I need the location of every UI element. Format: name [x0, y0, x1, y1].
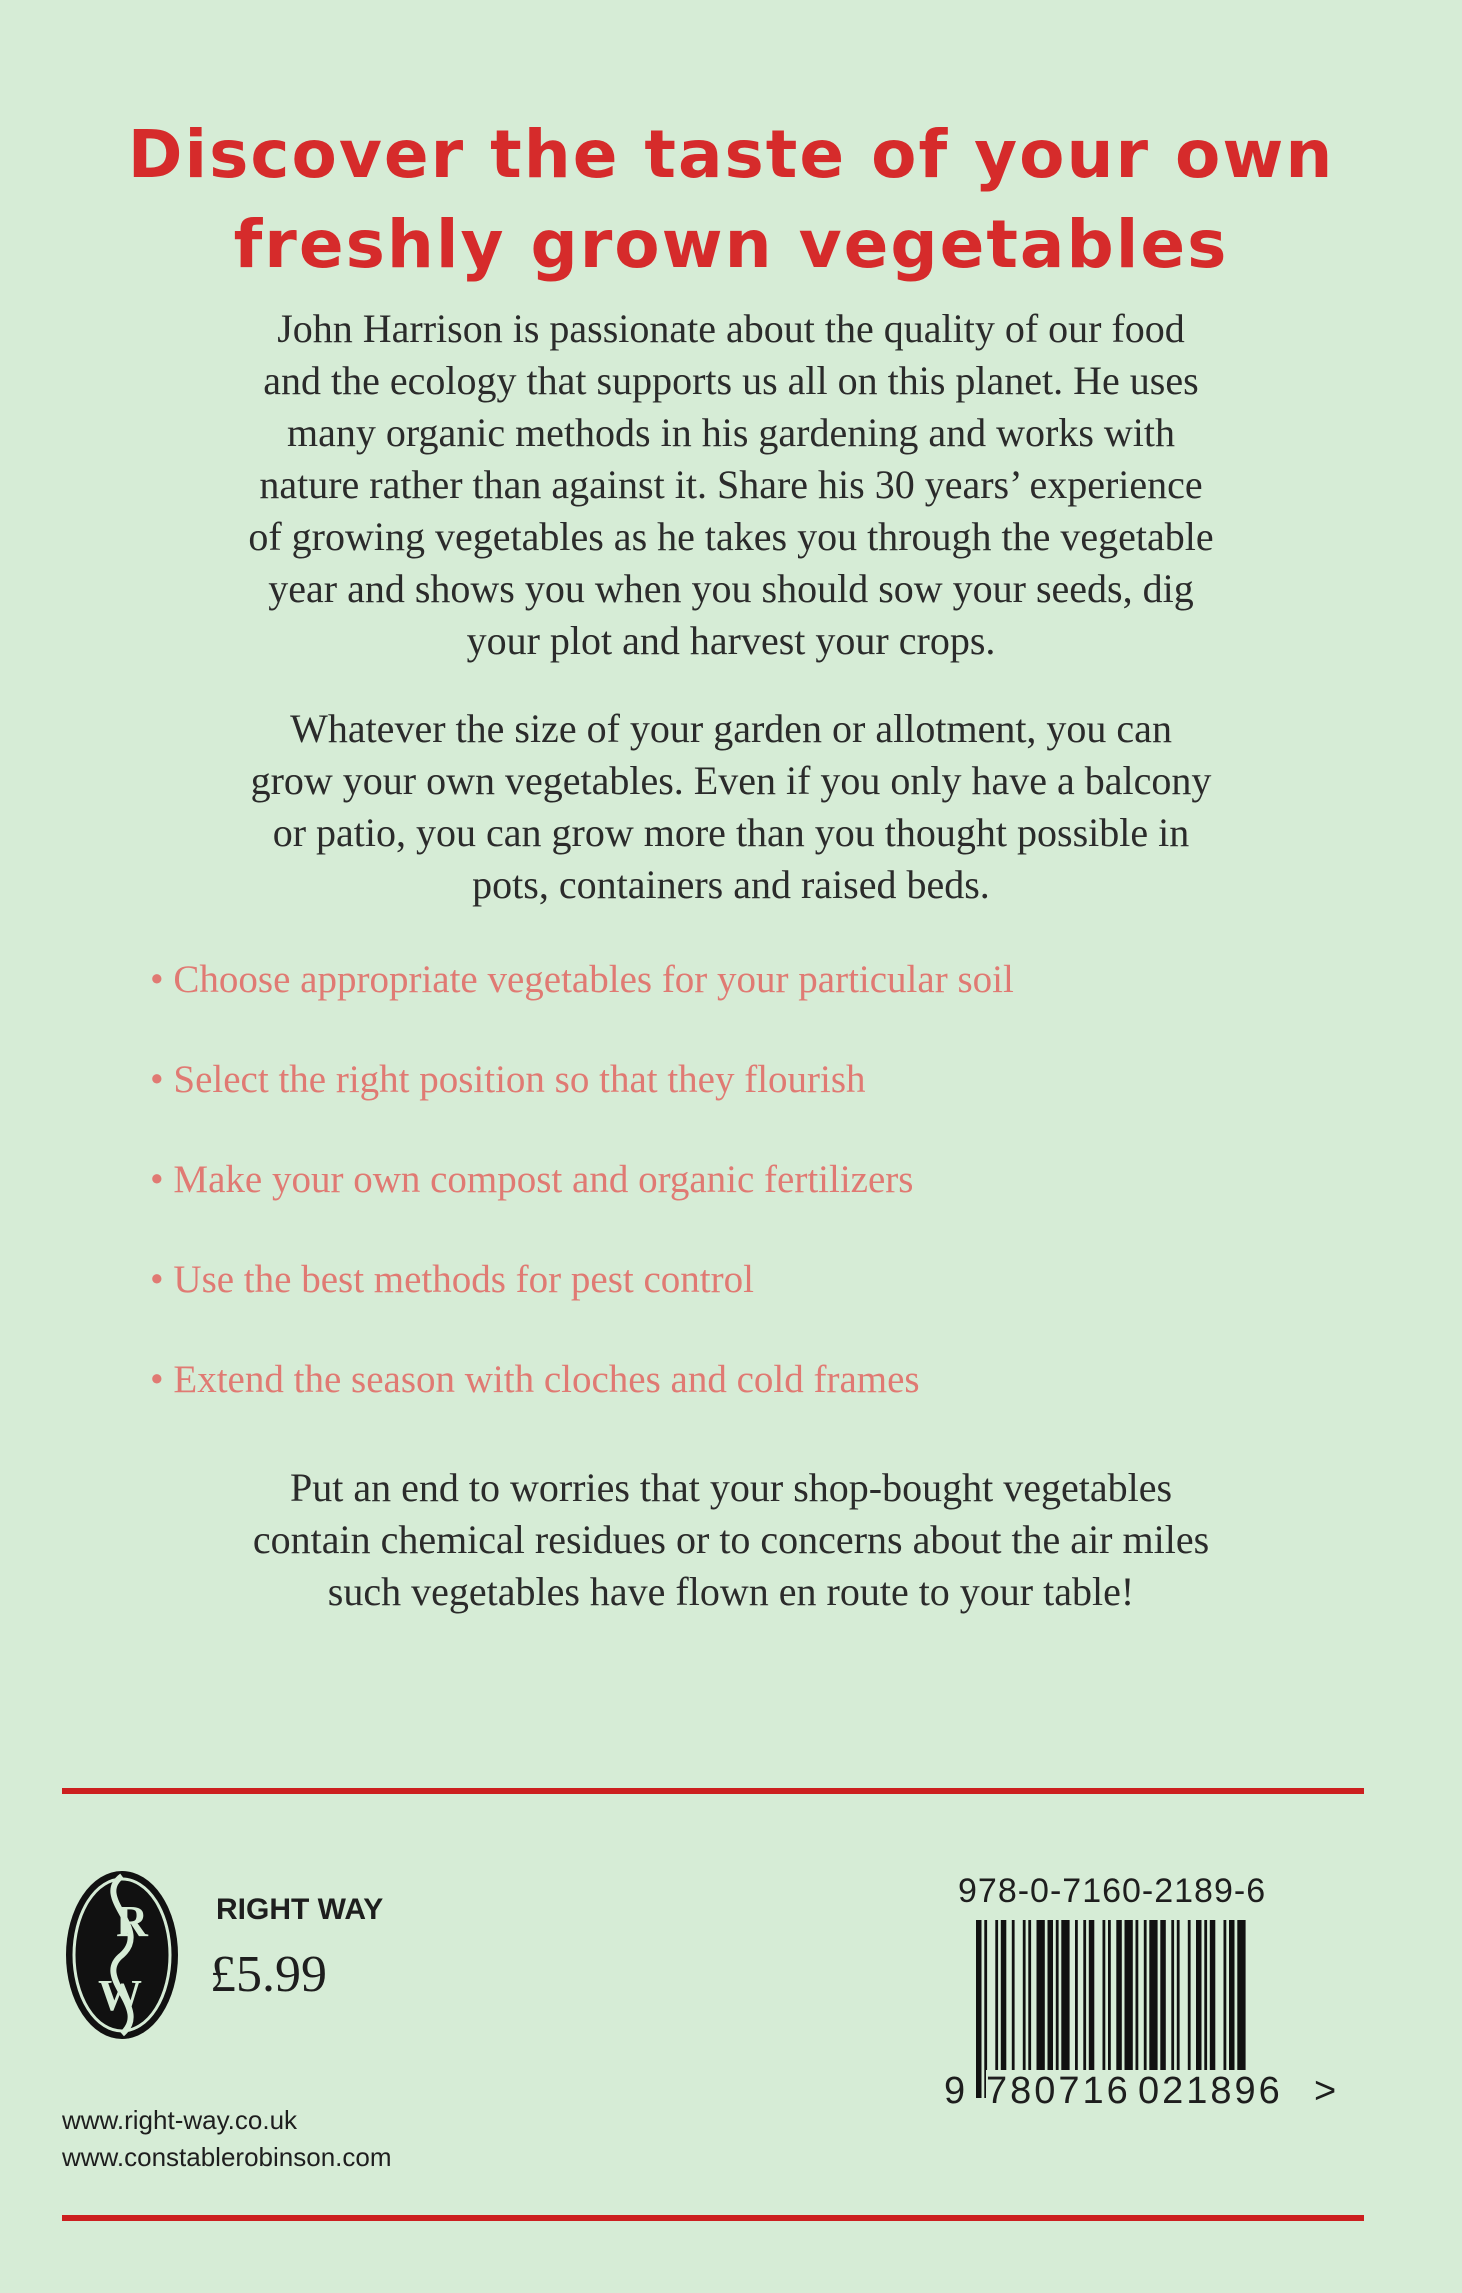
barcode-bar: [1210, 1920, 1216, 2070]
barcode-right-digits: 021896: [1138, 2070, 1283, 2112]
feature-item: • Make your own compost and organic fertilizers: [150, 1158, 914, 1201]
garden-paragraph: [110, 703, 1352, 911]
website-link[interactable]: www.right-way.co.uk: [62, 2105, 298, 2135]
price: £5.99: [210, 1946, 327, 2003]
barcode-bar: [1149, 1920, 1157, 2070]
text-line: such vegetables have flown en route to your table!: [327, 1569, 1135, 1614]
right-way-logo-icon: [62, 1868, 182, 2043]
text-line: of growing vegetables as he takes you through the vegetable: [248, 514, 1214, 559]
barcode-arrow: >: [1314, 2070, 1337, 2112]
barcode-bar: [1028, 1920, 1031, 2070]
barcode-bar: [1061, 1920, 1069, 2070]
headline-line-1: Discover the taste of your own: [127, 116, 1335, 193]
barcode-bar: [1196, 1920, 1202, 2070]
barcode-bar: [1116, 1920, 1122, 2070]
feature-item: • Extend the season with cloches and cold frames: [150, 1358, 920, 1401]
barcode-bar: [1188, 1920, 1191, 2070]
barcode-digits: [936, 2070, 1356, 2110]
barcode-bar: [1136, 1920, 1139, 2070]
barcode-bar: [1224, 1920, 1227, 2070]
barcode-bar: [1160, 1920, 1166, 2070]
barcode-bar: [1089, 1920, 1095, 2070]
barcode-bar: [1204, 1920, 1207, 2070]
barcode-bar: [1037, 1920, 1045, 2070]
publisher-name: RIGHT WAY: [216, 1893, 384, 1926]
feature-list: [150, 955, 1350, 1455]
text-line: your plot and harvest your crops.: [466, 618, 996, 663]
feature-item: • Use the best methods for pest control: [150, 1258, 754, 1301]
feature-item: • Select the right position so that they flourish: [150, 1058, 866, 1101]
barcode-bar: [1083, 1920, 1086, 2070]
text-line: many organic methods in his gardening and works with: [286, 410, 1175, 455]
headline-line-2: freshly grown vegetables: [233, 206, 1229, 283]
text-line: grow your own vegetables. Even if you only have a balcony: [250, 758, 1212, 803]
barcode-bar: [1056, 1920, 1059, 2070]
text-line: pots, containers and raised beds.: [472, 862, 990, 907]
barcode-bar: [1229, 1920, 1235, 2070]
text-line: nature rather than against it. Share his 30 years’ experience: [259, 462, 1203, 507]
barcode-bar: [1177, 1920, 1180, 2070]
barcode-bar: [1048, 1920, 1054, 2070]
intro-paragraph: [110, 303, 1352, 667]
barcode-bar: [1144, 1920, 1147, 2070]
text-line: Put an end to worries that your shop-bought vegetables: [289, 1465, 1173, 1510]
text-line: Whatever the size of your garden or allotment, you can: [290, 706, 1172, 751]
barcode-bar: [1171, 1920, 1174, 2070]
headline: [60, 110, 1402, 290]
text-line: year and shows you when you should sow your seeds, dig: [268, 566, 1194, 611]
divider-bottom: [62, 2215, 1364, 2221]
barcode-bar: [1001, 1920, 1007, 2070]
text-line: contain chemical residues or to concerns about the air miles: [252, 1517, 1210, 1562]
barcode-left-digits: 780716: [986, 2070, 1131, 2112]
feature-item: • Choose appropriate vegetables for your particular soil: [150, 958, 1014, 1001]
barcode-bar: [1125, 1920, 1133, 2070]
barcode-bar: [1023, 1920, 1026, 2070]
closing-paragraph: [110, 1462, 1352, 1618]
barcode-bar: [1103, 1920, 1106, 2070]
website-link[interactable]: www.constablerobinson.com: [62, 2142, 392, 2172]
logo-letter-w: W: [98, 1971, 142, 2020]
text-line: John Harrison is passionate about the quality of our food: [277, 306, 1185, 351]
barcode-bar: [1075, 1920, 1078, 2070]
logo-letter-r: R: [116, 1897, 148, 1946]
divider-top: [62, 1788, 1364, 1794]
barcode-bar: [1012, 1920, 1015, 2070]
barcode-lead-digit: 9: [944, 2070, 966, 2112]
isbn: 978-0-7160-2189-6: [958, 1872, 1267, 1910]
text-line: or patio, you can grow more than you thought possible in: [272, 810, 1190, 855]
barcode-bar: [995, 1920, 998, 2070]
text-line: and the ecology that supports us all on this planet. He uses: [263, 358, 1199, 403]
